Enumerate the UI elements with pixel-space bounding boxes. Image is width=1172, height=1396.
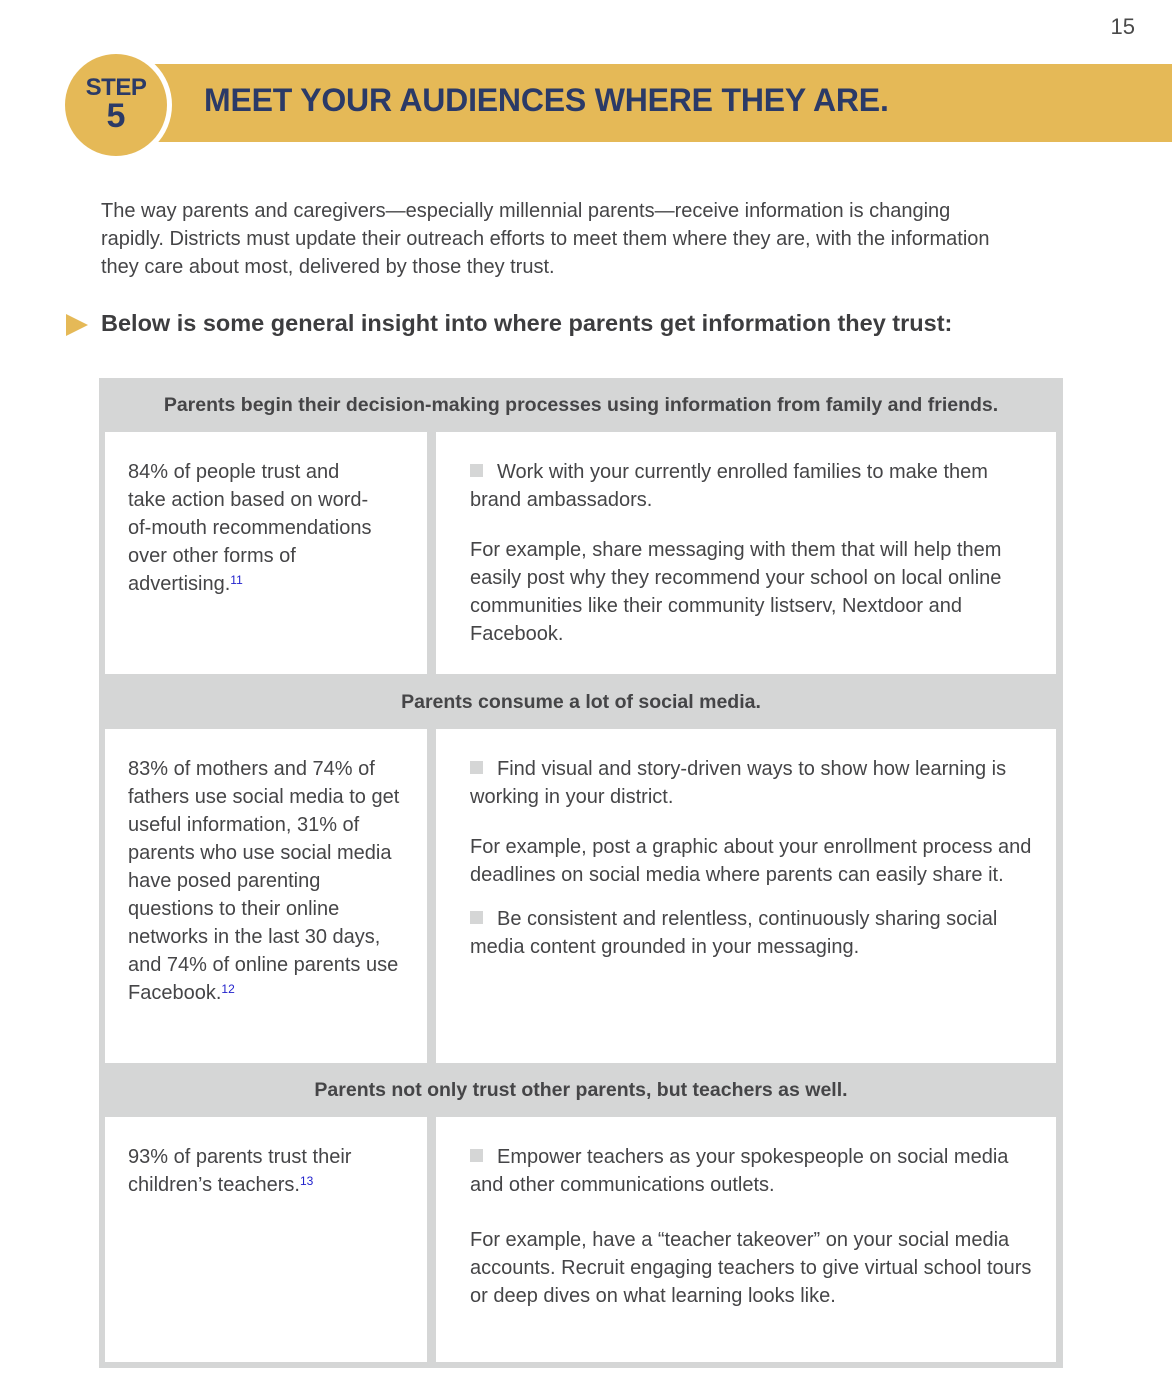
square-bullet-icon	[470, 464, 483, 477]
section-heading-family: Parents begin their decision-making processes using information from family and friends.	[163, 394, 999, 416]
action-item: Be consistent and relentless, continuously sharing social media content grounded in your messaging.	[470, 908, 998, 958]
step-number: 5	[106, 97, 126, 135]
action-item: Find visual and story-driven ways to show how learning is working in your district.	[470, 758, 1007, 808]
section-heading-social: Parents consume a lot of social media.	[401, 691, 761, 713]
stat-cell-teachers	[105, 1117, 427, 1362]
footnote-ref: 12	[221, 982, 235, 996]
stat-text: 84% of people trust and take action based on word-of-mouth recommendations over other forms of advertising.$^{11}$	[128, 461, 372, 595]
subheading: Below is some general insight into where parents get information they trust:	[101, 310, 953, 336]
stat-text: 93% of parents trust their children’s teachers.$^{13}$	[128, 1146, 352, 1196]
arrow-right-icon	[66, 314, 88, 336]
action-item: Work with your currently enrolled families to make them brand ambassadors.	[470, 461, 988, 511]
footnote-ref: 11	[230, 573, 243, 587]
page-title: MEET YOUR AUDIENCES WHERE THEY ARE.	[204, 82, 889, 118]
insight-table	[99, 378, 1063, 1368]
action-cell-teachers	[436, 1117, 1056, 1362]
action-cell-family	[436, 432, 1056, 674]
square-bullet-icon	[470, 1149, 483, 1162]
example-text: For example, post a graphic about your enrollment process and deadlines on social media where parents can easily share it.	[470, 836, 1032, 886]
step-label: STEP	[85, 74, 147, 101]
page-number: 15	[1110, 14, 1135, 39]
intro-paragraph: The way parents and caregivers—especially millennial parents—receive information is changing rapidly. Districts must update their outreach efforts to meet them where they are, with the information they care about most, delivered by those they trust.	[101, 200, 990, 278]
step-badge	[65, 54, 167, 156]
footnote-ref: 13	[299, 1174, 314, 1188]
example-text: For example, have a “teacher takeover” on your social media accounts. Recruit engaging teachers to give virtual school tours or deep dives on what learning looks like.	[470, 1229, 1032, 1307]
stat-cell-social	[105, 729, 427, 1063]
section-heading-teachers: Parents not only trust other parents, but teachers as well.	[314, 1079, 848, 1101]
action-item: Empower teachers as your spokespeople on social media and other communications outlets.	[470, 1146, 1009, 1196]
stat-text: 83% of mothers and 74% of fathers use social media to get useful information, 31% of parents who use social media have posed parenting questions to their online networks in the last 30 days, and 74% of online parents use Facebook.$^{12}$	[128, 758, 400, 1004]
action-cell-social	[436, 729, 1056, 1063]
square-bullet-icon	[470, 911, 483, 924]
square-bullet-icon	[470, 761, 483, 774]
stat-cell-family	[105, 432, 427, 674]
example-text: For example, share messaging with them that will help them easily post why they recommend your school on local online communities like their community listserv, Nextdoor and Facebook.	[470, 539, 1002, 645]
